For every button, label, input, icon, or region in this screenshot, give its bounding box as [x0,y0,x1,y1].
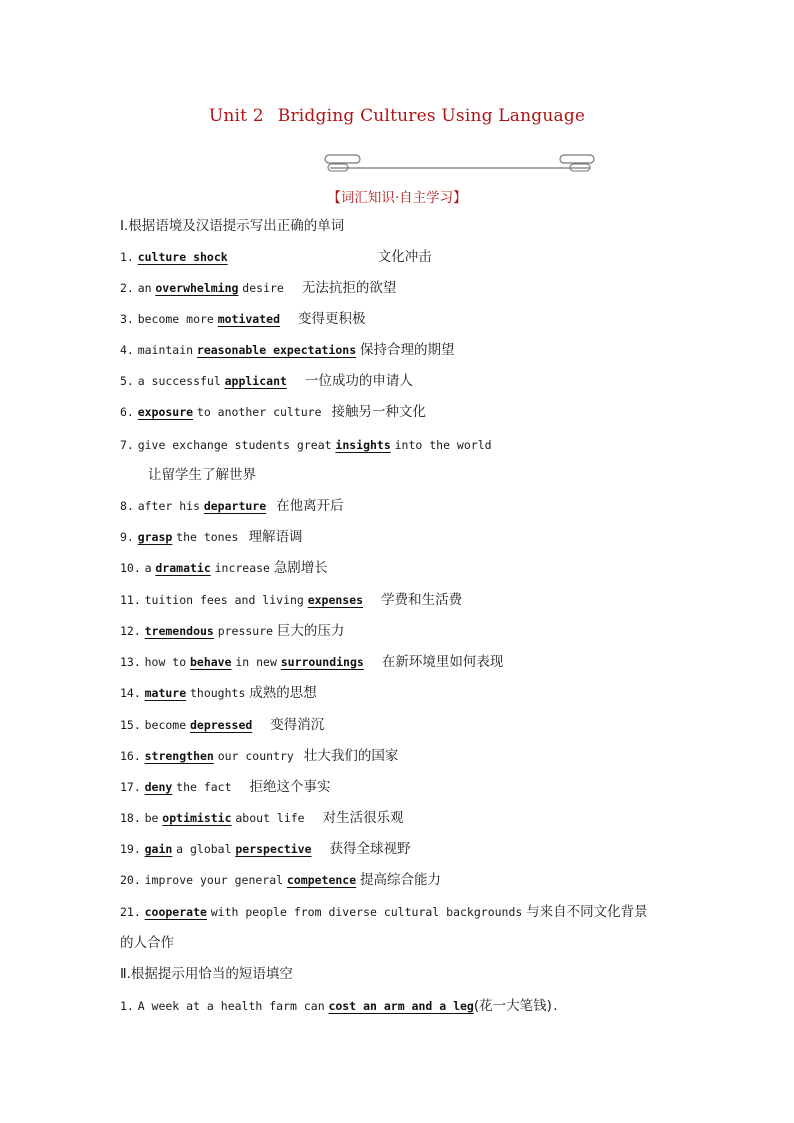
unit-label: Unit 2 [208,106,264,126]
answer: mature [144,686,187,700]
answer: departure [203,499,267,513]
answer: reasonable expectations [196,343,357,357]
title-divider-ornament [150,152,770,174]
list-item: 3. become more motivated 变得更积极 [120,311,366,327]
list-item-continuation: 让留学生了解世界 [148,467,256,483]
answer: motivated [217,312,280,326]
list-item: 6. exposure to another culture 接触另一种文化 [120,404,427,420]
part1-heading: Ⅰ.根据语境及汉语提示写出正确的单词 [120,218,345,234]
list-item: 1. A week at a health farm can cost an arm and a leg(花一大笔钱). [120,998,559,1014]
list-item: 20. improve your general competence 提高综合能力 [120,872,441,888]
answer: exposure [137,405,194,419]
answer: cooperate [144,905,207,919]
answer: surroundings [280,655,364,669]
list-item: 8. after his departure 在他离开后 [120,498,344,514]
answer: depressed [189,718,253,732]
list-item: 10. a dramatic increase 急剧增长 [120,560,328,576]
list-item: 7. give exchange students great insights into the world [120,438,492,452]
answer: perspective [235,842,312,856]
list-item: 19. gain a global perspective 获得全球视野 [120,841,411,857]
list-item: 17. deny the fact 拒绝这个事实 [120,779,331,795]
answer: cost an arm and a leg [328,999,474,1013]
answer: overwhelming [155,281,239,295]
answer: gain [144,842,173,856]
answer: behave [189,655,232,669]
list-item: 12. tremendous pressure 巨大的压力 [120,623,345,639]
list-item: 16. strengthen our country 壮大我们的国家 [120,748,399,764]
list-item: 21. cooperate with people from diverse cultural backgrounds 与来自不同文化背景 [120,904,648,920]
answer: tremendous [144,624,214,638]
answer: applicant [224,374,287,388]
page-title [0,106,794,126]
answer: strengthen [144,749,214,763]
list-item: 15. become depressed 变得消沉 [120,717,325,733]
list-item: 14. mature thoughts 成熟的思想 [120,685,317,701]
section-label: 【词汇知识·自主学习】 [327,190,467,206]
answer: deny [144,780,173,794]
answer: optimistic [162,811,232,825]
list-item: 18. be optimistic about life 对生活很乐观 [120,810,404,826]
list-item: 5. a successful applicant 一位成功的申请人 [120,373,413,389]
list-item: 11. tuition fees and living expenses 学费和生活费 [120,592,463,608]
answer: expenses [307,593,364,607]
list-item-continuation: 的人合作 [120,935,174,951]
answer: culture shock [137,250,228,264]
unit-name: Bridging Cultures Using Language [277,106,586,126]
part2-heading: Ⅱ.根据提示用恰当的短语填空 [120,966,293,982]
list-item: 9. grasp the tones 理解语调 [120,529,303,545]
answer: insights [335,438,391,452]
answer: grasp [137,530,173,544]
list-item: 2. an overwhelming desire 无法抗拒的欲望 [120,280,397,296]
answer: competence [286,873,357,887]
answer: dramatic [155,561,211,575]
list-item: 13. how to behave in new surroundings 在新环境里如何表现 [120,654,504,670]
list-item: 1. culture shock 文化冲击 [120,249,432,265]
list-item: 4. maintain reasonable expectations 保持合理的期望 [120,342,455,358]
